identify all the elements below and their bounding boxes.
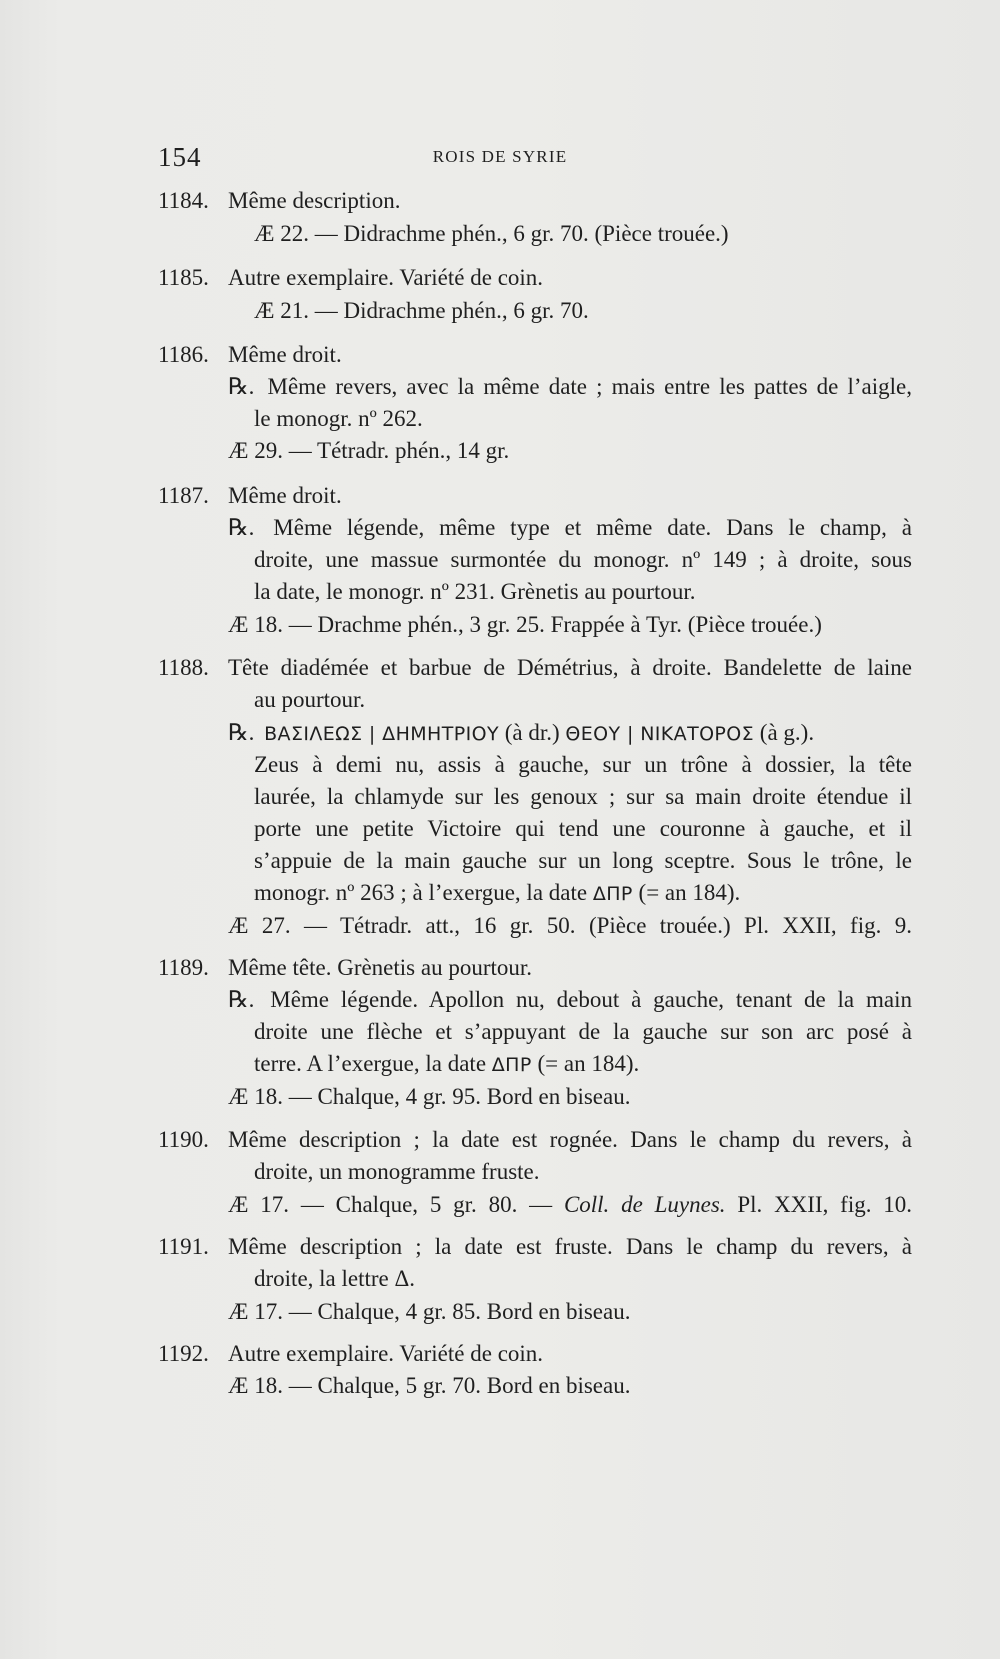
reverse-line: Même légende, même type et même date. Dans le champ, à: [273, 515, 913, 540]
reverse-line: Zeus à demi nu, assis à gauche, sur un trône à dossier, la tête: [254, 752, 912, 777]
reverse-line: Même légende. Apollon nu, debout à gauche, tenant de la main: [270, 987, 912, 1012]
obverse-text: au pourtour.: [254, 687, 366, 712]
greek-legend: ΒΑΣΙΛΕΩΣ | ΔΗΜΗΤΡΙΟΥ: [264, 723, 499, 745]
reverse-line: s’appuie de la main gauche sur un long sceptre. Sous le trône, le: [254, 848, 912, 873]
metal-line: [228, 1297, 888, 1327]
reverse-text: terre. A l’exergue, la date: [254, 1051, 487, 1076]
reverse-text: [228, 513, 912, 543]
metal-line: [228, 1190, 912, 1220]
reverse-line: porte une petite Victoire qui tend une couronne à gauche, et il: [254, 816, 912, 841]
entry-number: 1185.: [158, 265, 209, 290]
coin-details: — Didrachme phén., 6 gr. 70.: [314, 298, 589, 323]
obverse-text: Même description.: [228, 188, 401, 213]
reverse-line: [254, 878, 914, 909]
greek-date: ΔΠΡ: [592, 883, 633, 905]
metal-symbol: Æ 27.: [228, 913, 291, 938]
reverse-legend: [228, 718, 888, 749]
reverse-line: laurée, la chlamyde sur les genoux ; sur sa main droite étendue il: [254, 784, 912, 809]
legend-note: (à dr.): [504, 720, 560, 745]
reverse-line: la date, le monogr. nº 231. Grènetis au pourtour.: [254, 579, 696, 604]
collection-name: Coll. de Luynes.: [563, 1192, 726, 1217]
metal-symbol: Æ 17.: [228, 1299, 283, 1324]
greek-legend: ΘΕΟΥ | ΝΙΚΑΤΟΡΟΣ: [565, 723, 755, 745]
coin-details: — Chalque, 4 gr. 95. Bord en biseau.: [288, 1084, 631, 1109]
coin-details: — Tétradr. phén., 14 gr.: [288, 438, 510, 463]
reverse-text: [228, 985, 912, 1015]
obverse-text: Même droit.: [228, 483, 342, 508]
obverse-text: droite, la lettre Δ.: [254, 1266, 416, 1291]
metal-symbol: Æ 18.: [228, 612, 283, 637]
metal-symbol: Æ 21.: [254, 298, 309, 323]
reverse-line: [254, 1049, 914, 1080]
metal-symbol: Æ 18.: [228, 1373, 283, 1398]
metal-line: [228, 610, 888, 640]
reverse-text: [228, 372, 912, 402]
coin-details: — Didrachme phén., 6 gr. 70. (Pièce trouée.): [314, 221, 729, 246]
obverse-text: Même droit.: [228, 342, 342, 367]
entry-number: 1190.: [158, 1127, 209, 1152]
entry-number: 1192.: [158, 1341, 209, 1366]
metal-symbol: Æ 22.: [254, 221, 309, 246]
entry-number: 1191.: [158, 1234, 209, 1259]
obverse-text: Même description ; la date est rognée. Dans le champ du revers, à: [228, 1127, 912, 1152]
metal-line: [228, 1371, 888, 1401]
running-head: ROIS DE SYRIE: [432, 147, 568, 166]
metal-line: [228, 436, 888, 466]
metal-line: [254, 296, 914, 326]
greek-date: ΔΠΡ: [491, 1054, 532, 1076]
reverse-text: (= an 184).: [537, 1051, 640, 1076]
obverse-text: Même tête. Grènetis au pourtour.: [228, 955, 533, 980]
coin-details: — Chalque, 5 gr. 70. Bord en biseau.: [288, 1373, 631, 1398]
obverse-text: droite, un monogramme fruste.: [254, 1159, 540, 1184]
metal-symbol: Æ 18.: [228, 1084, 283, 1109]
entry-number: 1186.: [158, 342, 209, 367]
metal-line: [228, 911, 912, 941]
reverse-line: le monogr. nº 262.: [254, 406, 423, 431]
reverse-symbol: ℞.: [228, 515, 255, 540]
obverse-text: Autre exemplaire. Variété de coin.: [228, 265, 544, 290]
metal-line: [228, 1082, 888, 1112]
entry-number: 1184.: [158, 188, 209, 213]
plate-reference: Pl. XXII, fig. 10.: [737, 1192, 913, 1217]
reverse-text: monogr. nº 263 ; à l’exergue, la date: [254, 880, 588, 905]
reverse-symbol: ℞.: [228, 374, 255, 399]
reverse-line: droite, une massue surmontée du monogr. nº 149 ; à droite, sous: [254, 547, 912, 572]
reverse-symbol: ℞.: [228, 987, 255, 1012]
entry-number: 1187.: [158, 483, 209, 508]
coin-details: — Chalque, 4 gr. 85. Bord en biseau.: [288, 1299, 631, 1324]
entry-number: 1189.: [158, 955, 209, 980]
obverse-text: Autre exemplaire. Variété de coin.: [228, 1341, 544, 1366]
metal-symbol: Æ 29.: [228, 438, 283, 463]
reverse-line: Même revers, avec la même date ; mais entre les pattes de l’aigle,: [267, 374, 913, 399]
coin-details: — Drachme phén., 3 gr. 25. Frappée à Tyr. (Pièce trouée.): [288, 612, 822, 637]
page-number: 154: [158, 142, 202, 172]
entry-number: 1188.: [158, 655, 209, 680]
legend-note: (à g.).: [759, 720, 815, 745]
reverse-symbol: ℞.: [228, 720, 255, 745]
reverse-text: (= an 184).: [638, 880, 741, 905]
metal-symbol: Æ 17.: [228, 1192, 290, 1217]
obverse-text: Tête diadémée et barbue de Démétrius, à droite. Bandelette de laine: [228, 655, 912, 680]
metal-line: [254, 219, 914, 249]
coin-details: — Chalque, 5 gr. 80. —: [300, 1192, 553, 1217]
obverse-text: Même description ; la date est fruste. Dans le champ du revers, à: [228, 1234, 912, 1259]
coin-details: — Tétradr. att., 16 gr. 50. (Pièce trouée.) Pl. XXII, fig. 9.: [303, 913, 912, 938]
reverse-line: droite une flèche et s’appuyant de la gauche sur son arc posé à: [254, 1019, 912, 1044]
